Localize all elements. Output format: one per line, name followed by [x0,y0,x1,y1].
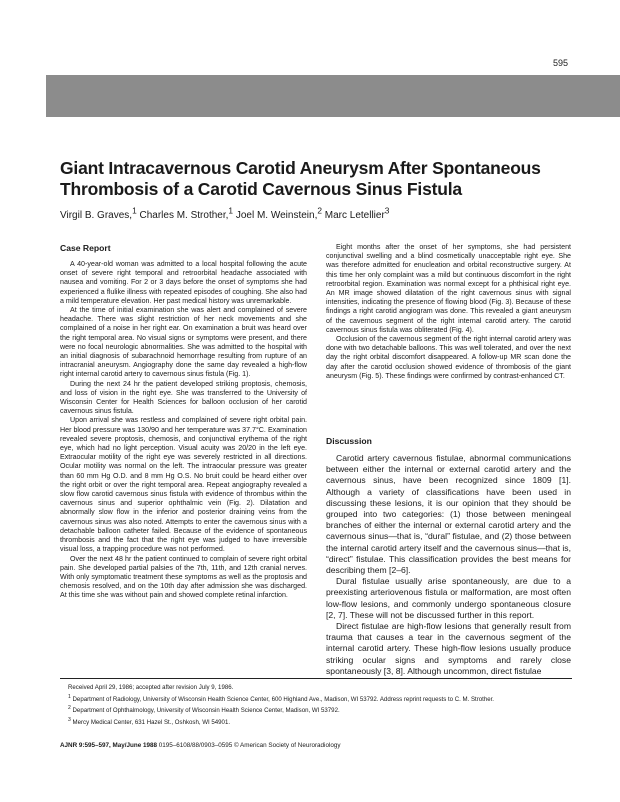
title-line-2: Thrombosis of a Carotid Cavernous Sinus Fistula [60,179,462,199]
page-number: 595 [552,58,568,68]
discussion-column [326,436,571,677]
paragraph: Carotid artery cavernous fistulae, abnormal communications between either the internal or external carotid artery and the cavernous sinus, have been recognized since 1809 [1]. Although a variety of classifications have been used in discussing these lesions, it is our opinion that they should be grouped into two categories: (1) those between meningeal branches of either the internal or external carotid artery and the cavernous sinus—that is, “dural” fistulae, and (2) those between the internal carotid artery itself and the cavernous sinus—that is, “direct” fistulae. This classification provides the best means for describing them [2–6]. [326,453,571,576]
title-line-1: Giant Intracavernous Carotid Aneurysm After Spontaneous [60,158,541,178]
received-date: Received April 29, 1986; accepted after revision July 9, 1986. [68,684,234,691]
citation: AJNR 9:595–597, May/June 1988 [60,742,157,749]
header-band [46,75,620,117]
author: Virgil B. Graves,$^1$ [60,206,137,222]
footnotes [68,684,574,727]
case-report-continued-column [326,243,571,381]
paragraph: Dural fistulae usually arise spontaneously, are due to a preexisting arteriovenous fistula or malformation, are most often low-flow lesions, and commonly undergo spontaneous closure [2, 7]. These will not be discussed further in this report. [326,576,571,620]
author: Joel M. Weinstein,$^2$ [235,206,322,222]
journal-citation [60,742,572,749]
footnote-divider [60,678,572,679]
paragraph: A 40-year-old woman was admitted to a local hospital following the acute onset of severe right temporal and retroorbital headache associated with nausea and vomiting. For 2 or 3 days before the onset of symptoms she had experienced a flulike illness with repeated episodes of coughing. She also had a mild temperature elevation. Her past medical history was unremarkable. [60,260,307,305]
footnote: $^2$ Department of Ophthalmology, University of Wisconsin Health Science Center, Madison, WI 53792. [68,705,340,715]
case-report-heading: Case Report [60,243,111,253]
article-title [60,158,580,200]
paragraph: During the next 24 hr the patient developed striking proptosis, chemosis, and loss of vision in the right eye. She was transferred to the University of Wisconsin Center for Health Sciences for balloon occlusion of her carotid cavernous sinus fistula. [60,379,307,416]
author: Marc Letellier$^3$ [324,206,390,222]
footnote: $^3$ Mercy Medical Center, 631 Hazel St., Oshkosh, WI 54901. [68,716,231,726]
paragraph: At the time of initial examination she was alert and complained of severe headache. There was slight restriction of her neck movements and she complained of a noise in her right ear. On examination a bruit was heard over the right temporal area. No visual signs or symptoms were present, and there were no focal neurologic abnormalities. She was admitted to the hospital with an initial diagnosis of subarachnoid hemorrhage resulting from rupture of an intracranial aneurysm. Angiography done the same day revealed a high-flow right internal carotid artery to cavernous sinus fistula (Fig. 1). [60,306,307,379]
case-report-column [60,243,307,601]
author-list [60,206,580,221]
paragraph: Occlusion of the cavernous segment of the right internal carotid artery was done with two detachable balloons. This was well tolerated, and over the next day the right orbital discomfort disappeared. A follow-up MR scan done the day after the carotid occlusion showed evidence of thrombosis of the giant aneurysm (Fig. 5). These findings were confirmed by contrast-enhanced CT. [326,335,571,380]
issn-copyright: 0195–6108/88/0903–0595 © American Society of Neuroradiology [158,742,341,749]
discussion-heading: Discussion [326,436,372,446]
author: Charles M. Strother,$^1$ [139,206,234,222]
footnote: $^1$ Department of Radiology, University of Wisconsin Health Science Center, 600 Highland Ave., Madison, WI 53792. Address reprint requests to C. M. Strother. [68,693,494,703]
paragraph: Over the next 48 hr the patient continued to complain of severe right orbital pain. She developed partial palsies of the 7th, 11th, and 12th cranial nerves. With only symptomatic treatment these symptoms as well as the proptosis and chemosis resolved, and on the 10th day after admission she was discharged. At this time she was without pain and showed complete retinal infarction. [60,554,307,600]
paragraph: Eight months after the onset of her symptoms, she had persistent conjunctival swelling and a blind cosmetically unacceptable right eye. She was therefore admitted for enucleation and orbital reconstructive surgery. At this time her only complaint was a mild but continuous discomfort in the right retroorbital region. Examination was normal except for a phthisical right eye. An MR image showed dilatation of the right cavernous sinus with signal intensities, indicating the presence of flowing blood (Fig. 3). Because of these findings a right carotid angiogram was done. This revealed a giant aneurysm of the cavernous segment of the right internal carotid artery. The carotid cavernous sinus fistula was obliterated (Fig. 4). [326,243,571,334]
paragraph: Direct fistulae are high-flow lesions that generally result from trauma that causes a tear in the cavernous segment of the internal carotid artery. These high-flow lesions usually produce striking ocular signs and symptoms and rarely close spontaneously [3, 8]. Although uncommon, direct fistulae [326,621,571,676]
paragraph: Upon arrival she was restless and complained of severe right orbital pain. Her blood pressure was 130/90 and her temperature was 37.7°C. Examination revealed severe proptosis, chemosis, and conjunctival erythema of the right eye, which had no light perception. Visual acuity was 20/20 in the left eye. Extraocular motility of the right eye was severely restricted in all directions. Ocular motility was normal on the left. The intraocular pressure was greater than 60 mm Hg O.D. and 8 mm Hg O.S. No bruit could be heard either over the right orbit or over the right temporal area. Repeat angiography revealed a slow flow carotid cavernous sinus fistula with evidence of thrombus within the cavernous sinus and superior ophthalmic vein (Fig. 2). Dilatation and abnormally slow flow in the inferior and posterior draining veins from the cavernous sinus was also noted. Attempts to enter the cavernous sinus with a detachable balloon catheter failed. Because of the evidence of spontaneous thrombosis and the fact that the right eye was judged to have irreversible visual loss, a trapping procedure was not performed. [60,416,307,554]
